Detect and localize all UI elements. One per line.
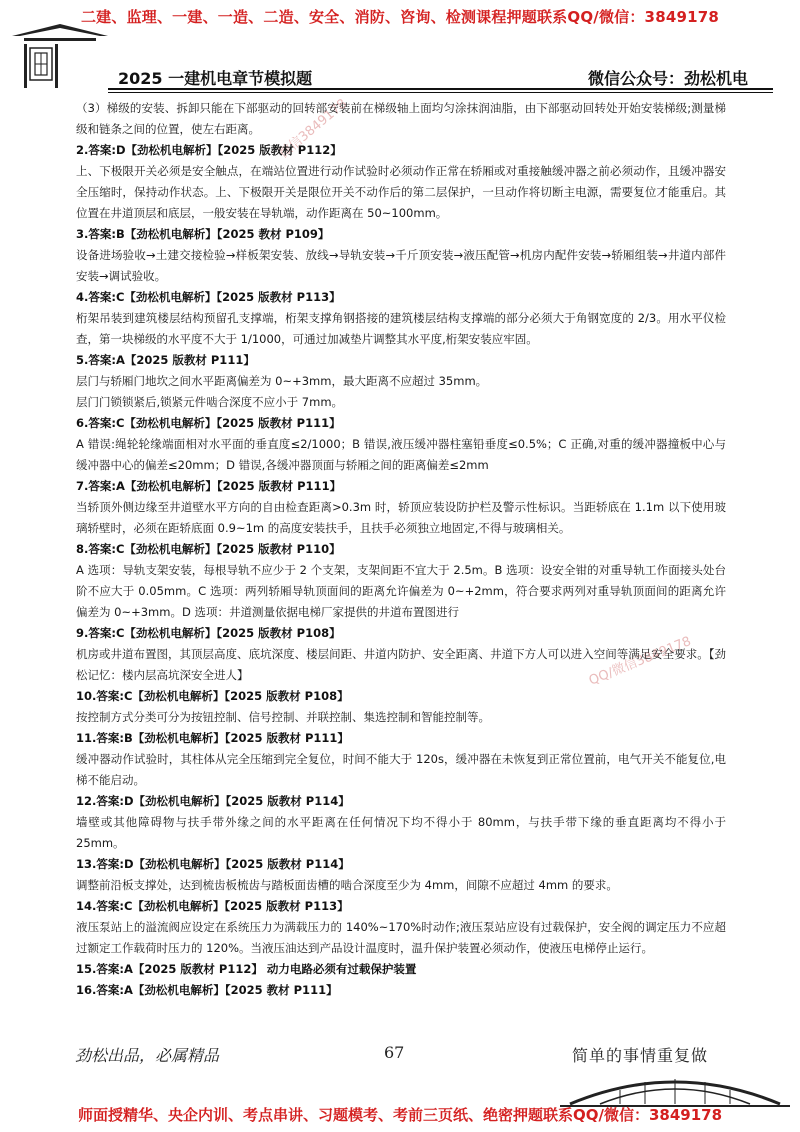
paragraph: 层门门锁锁紧后,锁紧元件啮合深度不应小于 7mm。 — [76, 395, 344, 409]
paragraph: 层门与轿厢门地坎之间水平距离偏差为 0~+3mm，最大距离不应超过 35mm。 — [76, 374, 488, 388]
paragraph: 机房或井道布置图，其顶层高度、底坑深度、楼层间距、井道内防护、安全距离、井道下方人可以进入空间等满足安全要求。【劲松记忆：楼内层高坑深安全进人】 — [76, 647, 726, 682]
paragraph: 桁架吊装到建筑楼层结构预留孔支撑端，桁架支撑角钢搭接的建筑楼层结构支撑端的部分必须大于角钢宽度的 2/3。用水平仪检查，第一块梯级的水平度不大于 1/1000，可通过加减垫片调整其水平度,桁架安装应牢固。 — [76, 311, 726, 346]
page-title: 2025 一建机电章节模拟题 — [118, 69, 313, 88]
paragraph: 上、下极限开关必须是安全触点，在端站位置进行动作试验时必须动作正常在轿厢或对重接触缓冲器之前必须动作，且缓冲器安全压缩时，保持动作状态。上、下极限开关是限位开关不动作后的第二层保护，一旦动作将切断主电源，需要复位才能重启。其位置在井道顶层和底层，一般安装在导轨端，动作距离在 50~100mm。 — [76, 164, 726, 220]
watermark: QQ/微信3849178 — [586, 634, 694, 689]
paragraph: 墙壁或其他障碍物与扶手带外缘之间的水平距离在任何情况下均不得小于 80mm，与扶手带下缘的垂直距离均不得小于 25mm。 — [76, 815, 726, 850]
paragraph: 当轿顶外侧边缘至井道壁水平方向的自由检查距离>0.3m 时，轿顶应装设防护栏及警示性标识。当距轿底在 1.1m 以下使用玻璃轿壁时，必须在距轿底面 0.9~1m 的高度安装扶手，且扶手必须独立地固定,不得与玻璃相关。 — [76, 500, 726, 535]
watermark: 微信3849178 — [276, 96, 351, 162]
answer-content — [76, 98, 726, 1001]
answer-heading: 8.答案:C【劲松机电解析】【2025 版教材 P110】 — [76, 542, 341, 556]
paragraph: 调整前沿板支撑处，达到梳齿板梳齿与踏板面齿槽的啮合深度至少为 4mm，间隙不应超过 4mm 的要求。 — [76, 878, 618, 892]
answer-heading: 6.答案:C【劲松机电解析】【2025 版教材 P111】 — [76, 416, 341, 430]
paragraph: 按控制方式分类可分为按钮控制、信号控制、并联控制、集选控制和智能控制等。 — [76, 710, 490, 724]
bridge-icon — [560, 1060, 790, 1110]
answer-heading: 15.答案:A【2025 版教材 P112】 动力电路必须有过载保护装置 — [76, 962, 417, 976]
answer-heading: 12.答案:D【劲松机电解析】【2025 版教材 P114】 — [76, 794, 350, 808]
answer-heading: 5.答案:A【2025 版教材 P111】 — [76, 353, 255, 367]
footer-slogan-left: 劲松出品，必属精品 — [75, 1046, 220, 1065]
answer-heading: 11.答案:B【劲松机电解析】【2025 版教材 P111】 — [76, 731, 349, 745]
answer-heading: 4.答案:C【劲松机电解析】【2025 版教材 P113】 — [76, 290, 341, 304]
answer-heading: 14.答案:C【劲松机电解析】【2025 版教材 P113】 — [76, 899, 349, 913]
footer-slogan-right: 简单的事情重复做 — [571, 1046, 708, 1065]
paragraph: A 错误:绳轮轮缘端面相对水平面的垂直度≤2/1000；B 错误,液压缓冲器柱塞铅垂度≤0.5%；C 正确,对重的缓冲器撞板中心与缓冲器中心的偏差≤20mm；D 错误,各缓冲器顶面与轿厢之间的距离偏差≤2mm — [76, 437, 726, 472]
answer-heading: 10.答案:C【劲松机电解析】【2025 版教材 P108】 — [76, 689, 349, 703]
bottom-contact-banner: 师面授精华、央企内训、考点串讲、习题模考、考前三页纸、绝密押题联系QQ/微信：3849178 — [77, 1106, 723, 1124]
paragraph: 液压泵站上的溢流阀应设定在系统压力为满载压力的 140%~170%时动作;液压泵站应设有过载保护，安全阀的调定压力不应超过额定工作载荷时压力的 120%。当液压油达到产品设计温度时，温升保护装置必须动作，使液压电梯停止运行。 — [76, 920, 726, 955]
answer-heading: 13.答案:D【劲松机电解析】【2025 版教材 P114】 — [76, 857, 350, 871]
paragraph: A 选项：导轨支架安装，每根导轨不应少于 2 个支架，支架间距不宜大于 2.5m。B 选项：设安全钳的对重导轨工作面接头处台阶不应大于 0.05mm。C 选项：两列轿厢导轨顶面间的距离允许偏差为 0~+2mm，符合要求两列对重导轨顶面间的距离允许偏差为 0~+3mm。D 选项：井道测量依据电梯厂家提供的井道布置图进行 — [76, 563, 726, 619]
header-divider — [108, 88, 773, 90]
header-ornament-icon — [10, 22, 110, 90]
answer-heading: 16.答案:A【劲松机电解析】【2025 教材 P111】 — [76, 983, 338, 997]
answer-heading: 9.答案:C【劲松机电解析】【2025 版教材 P108】 — [76, 626, 341, 640]
answer-heading: 7.答案:A【劲松机电解析】【2025 版教材 P111】 — [76, 479, 342, 493]
answer-heading: 2.答案:D【劲松机电解析】【2025 版教材 P112】 — [76, 143, 342, 157]
paragraph: （3）梯级的安装、拆卸只能在下部驱动的回转部安装前在梯级轴上面均匀涂抹润油脂，由下部驱动回转处开始安装梯级;测量梯级和链条之间的位置，使左右距离。 — [76, 101, 726, 136]
answer-heading: 3.答案:B【劲松机电解析】【2025 教材 P109】 — [76, 227, 330, 241]
paragraph: 缓冲器动作试验时，其柱体从完全压缩到完全复位，时间不能大于 120s，缓冲器在未恢复到正常位置前，电气开关不能复位,电梯不能启动。 — [76, 752, 726, 787]
top-contact-banner: 二建、监理、一建、一造、二造、安全、消防、咨询、检测课程押题联系QQ/微信：3849178 — [80, 8, 720, 26]
page-number: 67 — [384, 1043, 405, 1062]
paragraph: 设备进场验收→土建交接检验→样板架安装、放线→导轨安装→千斤顶安装→液压配管→机房内配件安装→轿厢组装→井道内部件安装→调试验收。 — [76, 248, 726, 283]
wechat-account-label: 微信公众号：劲松机电 — [587, 69, 748, 88]
header-divider-thin — [108, 92, 773, 93]
